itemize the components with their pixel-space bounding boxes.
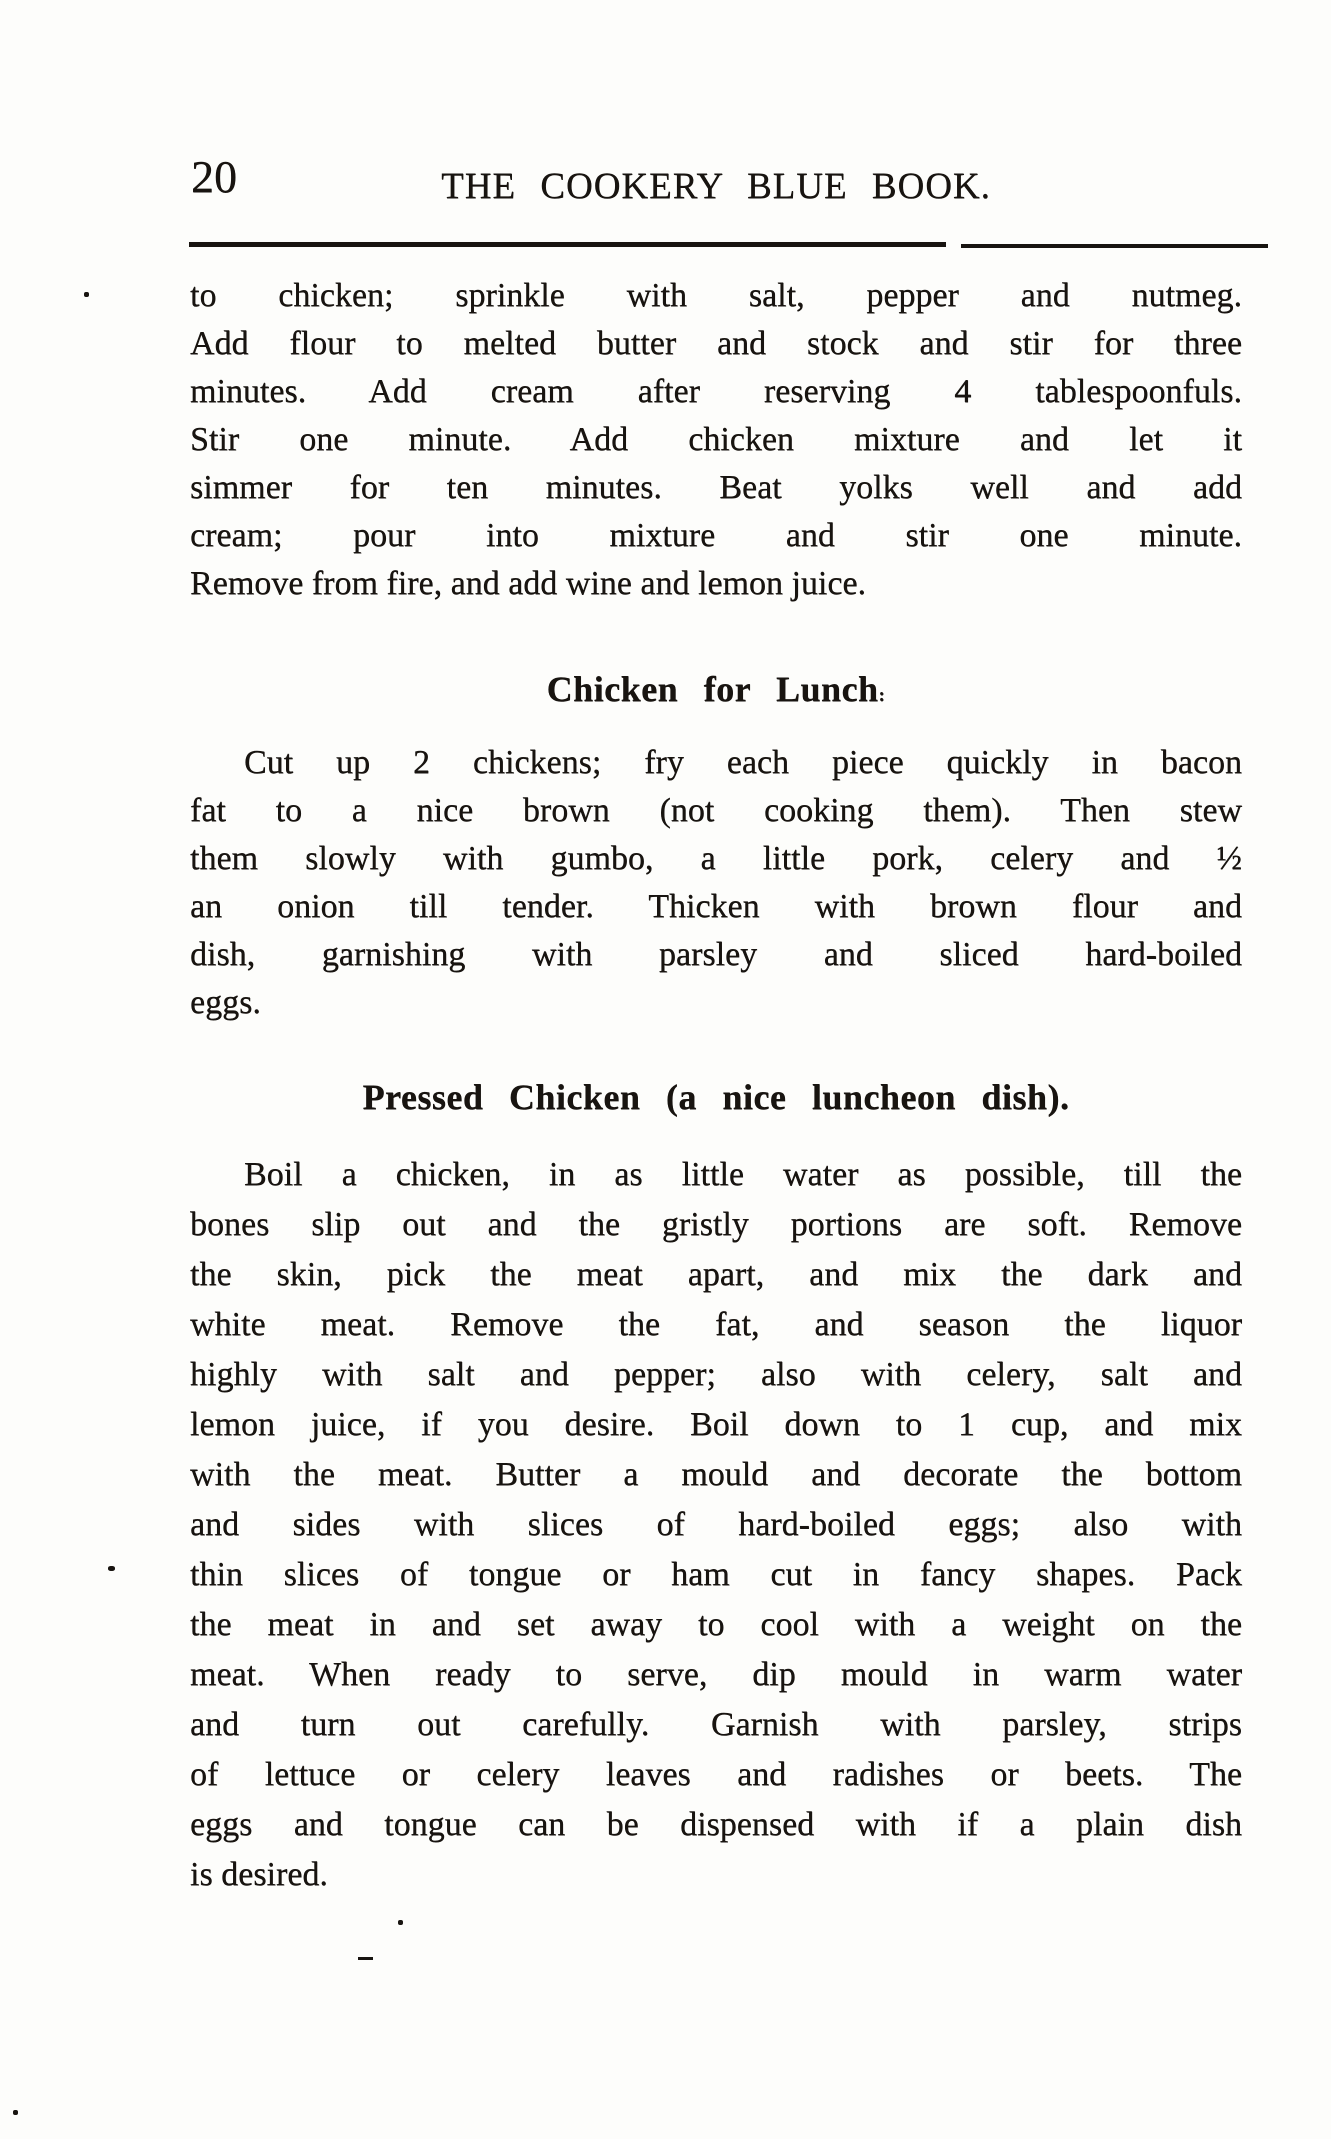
text-line: Remove from fire, and add wine and lemon juice. xyxy=(190,565,866,602)
recipe-title-trailing-mark: : xyxy=(878,685,886,706)
page-number: 20 xyxy=(191,151,237,202)
text-line: white meat. Remove the fat, and season the liquor xyxy=(190,1306,1242,1343)
header-rule-left-segment xyxy=(189,242,946,247)
recipe-title-text: Chicken for Lunch xyxy=(546,669,879,709)
text-line: of lettuce or celery leaves and radishes or beets. The xyxy=(190,1756,1242,1793)
text-line: lemon juice, if you desire. Boil down to 1 cup, and mix xyxy=(190,1406,1242,1443)
text-line: the skin, pick the meat apart, and mix the dark and xyxy=(190,1256,1242,1293)
scan-dash-mark xyxy=(358,1957,373,1960)
recipe-title-pressed-chicken xyxy=(190,1076,1242,1118)
text-line: an onion till tender. Thicken with brown flour and xyxy=(190,888,1242,925)
text-line: to chicken; sprinkle with salt, pepper and nutmeg. xyxy=(190,277,1242,314)
text-line: dish, garnishing with parsley and sliced hard-boiled xyxy=(190,936,1242,973)
text-line: cream; pour into mixture and stir one minute. xyxy=(190,517,1242,554)
paragraph-chicken-for-lunch xyxy=(190,739,1242,1027)
text-line: Boil a chicken, in as little water as possible, till the xyxy=(244,1156,1242,1193)
text-line: fat to a nice brown (not cooking them). Then stew xyxy=(190,792,1242,829)
text-line: eggs. xyxy=(190,984,261,1021)
paragraph-continuation xyxy=(190,272,1242,608)
text-line: Add flour to melted butter and stock and stir for three xyxy=(190,325,1242,362)
text-line: meat. When ready to serve, dip mould in warm water xyxy=(190,1656,1242,1693)
text-line: simmer for ten minutes. Beat yolks well and add xyxy=(190,469,1242,506)
scan-speck xyxy=(398,1920,403,1925)
text-line: and turn out carefully. Garnish with parsley, strips xyxy=(190,1706,1242,1743)
paragraph-pressed-chicken xyxy=(190,1150,1242,1900)
text-line: thin slices of tongue or ham cut in fancy shapes. Pack xyxy=(190,1556,1242,1593)
text-line: them slowly with gumbo, a little pork, celery and ½ xyxy=(190,840,1242,877)
text-line: with the meat. Butter a mould and decorate the bottom xyxy=(190,1456,1242,1493)
recipe-title-chicken-for-lunch xyxy=(190,668,1242,717)
text-line: eggs and tongue can be dispensed with if a plain dish xyxy=(190,1806,1242,1843)
header-rule-right-segment xyxy=(961,244,1268,248)
text-line: and sides with slices of hard-boiled eggs; also with xyxy=(190,1506,1242,1543)
text-line: is desired. xyxy=(190,1856,328,1893)
scan-speck xyxy=(84,292,89,297)
recipe-title-text: Pressed Chicken (a nice luncheon dish). xyxy=(362,1077,1070,1117)
text-line: bones slip out and the gristly portions are soft. Remove xyxy=(190,1206,1242,1243)
text-line: minutes. Add cream after reserving 4 tablespoonfuls. xyxy=(190,373,1242,410)
text-line: the meat in and set away to cool with a weight on the xyxy=(190,1606,1242,1643)
running-title: THE COOKERY BLUE BOOK. xyxy=(441,166,991,207)
scan-speck xyxy=(108,1566,115,1571)
text-line: Stir one minute. Add chicken mixture and let it xyxy=(190,421,1242,458)
text-line: highly with salt and pepper; also with celery, salt and xyxy=(190,1356,1242,1393)
text-line: Cut up 2 chickens; fry each piece quickly in bacon xyxy=(244,744,1242,781)
scan-speck xyxy=(13,2110,18,2115)
